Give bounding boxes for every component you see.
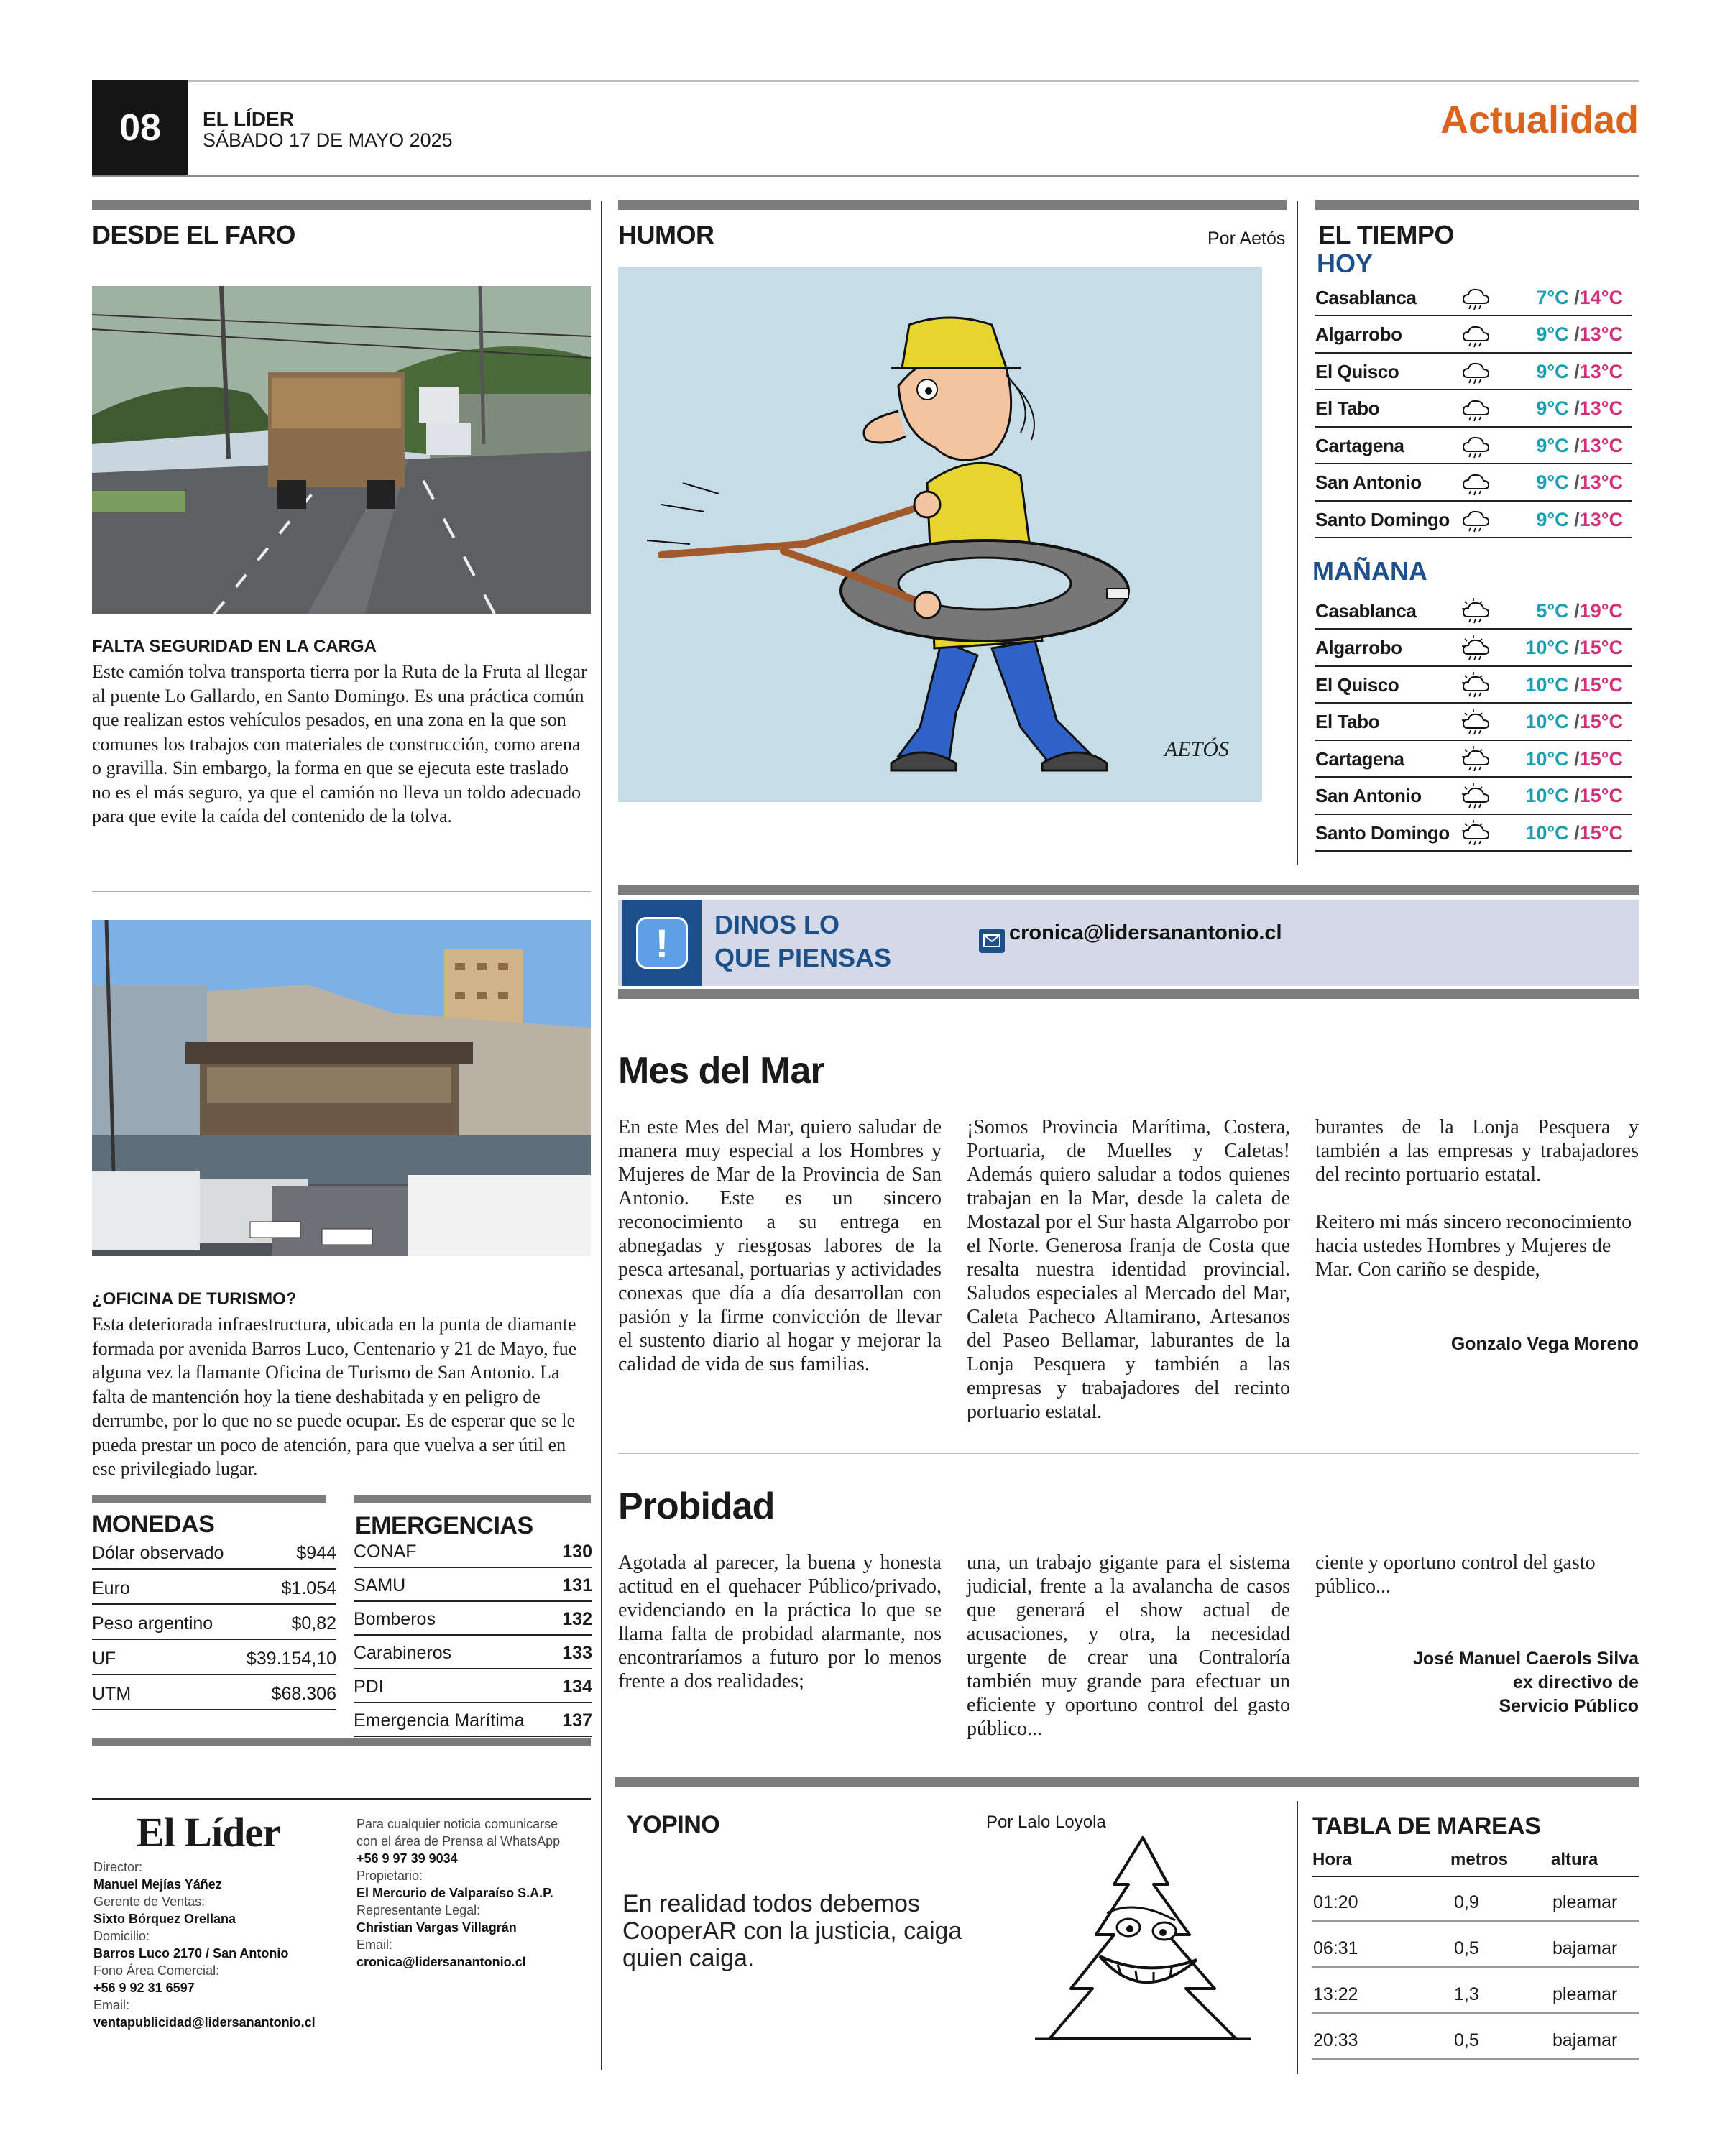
temp-min: 10°C [1525, 673, 1569, 696]
marea-hora: 13:22 [1313, 1984, 1358, 2004]
marea-hora: 01:20 [1313, 1892, 1358, 1912]
temp-min: 10°C [1525, 711, 1569, 732]
rep-label: Representante Legal: [356, 1903, 481, 1917]
gerente-name: Sixto Bórquez Orellana [93, 1912, 236, 1926]
weather-temps: 9°C /13°C [1536, 471, 1623, 493]
emergencia-label: Bomberos [354, 1609, 436, 1629]
cloud-drizzle-icon [1459, 357, 1498, 386]
faro-item2-heading: ¿OFICINA DE TURISMO? [92, 1289, 297, 1309]
temp-max: 15°C [1579, 747, 1623, 770]
cloud-drizzle-icon [1459, 321, 1498, 349]
marea-row [1312, 1923, 1639, 1968]
tomorrow-row [1315, 631, 1632, 667]
weather-temps: 10°C /15°C [1525, 673, 1623, 696]
letter2-sig1: José Manuel Caerols Silva [1412, 1649, 1639, 1669]
moneda-row [92, 1572, 336, 1605]
letters-divider [618, 1453, 1639, 1454]
weather-city: San Antonio [1315, 471, 1422, 493]
tourism-photo [92, 920, 591, 1256]
partly-cloudy-drizzle-icon [1459, 819, 1498, 847]
weather-city: El Quisco [1315, 360, 1399, 382]
faro-item1-text: Este camión tolva transporta tierra por la Ruta de la Fruta al llegar al puente Lo Gallardo, en Santo Domingo. Es una práctica común que realizan estos vehículos pesados, en una zona en la que son comunes los trabajos con materiales de construcción, como arena o gravilla. Sin embargo, la forma en que se ejecuta este traslado no es el más seguro, ya que el camión no lleva un toldo adecuado para que evite la caída del contenido de la tolva. [92, 661, 587, 826]
mareas-title: TABLA DE MAREAS [1312, 1812, 1541, 1840]
dinos-email[interactable]: cronica@lidersanantonio.cl [1009, 921, 1282, 944]
emergencia-row [354, 1704, 592, 1737]
weather-top-bar [1315, 200, 1639, 210]
today-row [1315, 354, 1632, 390]
emergencia-row [354, 1603, 592, 1636]
moneda-value: $68.306 [271, 1684, 336, 1704]
email-value[interactable]: ventapublicidad@lidersanantonio.cl [93, 2015, 316, 2030]
section-name: Actualidad [1440, 98, 1639, 142]
faro-title: DESDE EL FARO [92, 220, 295, 249]
temp-min: 9°C [1536, 471, 1569, 493]
cloud-drizzle-icon [1459, 283, 1498, 312]
marea-metros: 0,5 [1454, 1938, 1479, 1958]
letter2-col2: una, un trabajo gigante para el sistema judicial, frente a la avalancha de casos que generará el show actual de acusaciones, y otra, la necesidad urgente de crear una Contraloría también muy grande para efectuar un eficiente y oportuno control del gasto público... [967, 1552, 1290, 1740]
noticia-line1: Para cualquier noticia comunicarse [356, 1817, 558, 1831]
dinos-line2: QUE PIENSAS [714, 943, 892, 972]
marea-altura: pleamar [1552, 1892, 1618, 1912]
truck-photo [92, 286, 591, 614]
tomorrow-row [1315, 705, 1632, 741]
weather-temps: 9°C /13°C [1536, 323, 1623, 345]
emergencia-label: PDI [354, 1677, 384, 1697]
column-separator-weather [1297, 201, 1298, 865]
partly-cloudy-drizzle-icon [1459, 671, 1498, 699]
cloud-drizzle-icon [1459, 395, 1498, 423]
moneda-row [92, 1642, 336, 1675]
weather-temps: 5°C /19°C [1536, 599, 1623, 622]
weather-city: Cartagena [1315, 434, 1404, 456]
marea-altura: pleamar [1552, 1984, 1618, 2004]
temp-min: 9°C [1536, 434, 1569, 456]
yopino-text: En realidad todos debemos CooperAR con la justicia, caiga quien caiga. [622, 1890, 962, 1972]
weather-city: Casablanca [1315, 599, 1417, 622]
temp-max: 13°C [1579, 397, 1623, 419]
emergencia-row [354, 1569, 592, 1602]
temp-min: 9°C [1536, 360, 1569, 382]
tomorrow-row [1315, 779, 1632, 815]
partly-cloudy-drizzle-icon [1459, 745, 1498, 773]
tomorrow-row [1315, 594, 1632, 630]
header-bottom-rule [92, 175, 1639, 177]
today-row [1315, 466, 1632, 502]
weather-temps: 9°C /13°C [1536, 360, 1623, 382]
temp-max: 13°C [1579, 434, 1623, 456]
dinos-top-bar [618, 885, 1639, 895]
email-label: Email: [93, 1998, 130, 2012]
emergencia-label: Emergencia Marítima [354, 1710, 525, 1731]
today-row [1315, 318, 1632, 354]
exclamation-icon: ! [636, 917, 688, 969]
temp-max: 13°C [1579, 323, 1623, 345]
weather-city: Santo Domingo [1315, 508, 1450, 530]
tomorrow-row [1315, 742, 1632, 778]
staff-logo: El Líder [137, 1809, 280, 1856]
moneda-value: $39.154,10 [246, 1649, 336, 1669]
column-separator-left [601, 201, 602, 2070]
emergencias-top-bar [354, 1495, 591, 1503]
propietario-value: El Mercurio de Valparaíso S.A.P. [356, 1886, 553, 1900]
faro-item2-text: Esta deteriorada infraestructura, ubicada en la punta de diamante formada por avenida Barros Luco, Centenario y 21 de Mayo, fue alguna vez la flamante Oficina de Turismo de San Antonio. La falta de mantención hoy la tiene deshabitada y en peligro de derrumbe, por lo que no se puede ocupar. Es de esperar que se le pueda prestar un poco de atención, para que vuelva a ser útil en ese privilegiado lugar. [92, 1314, 577, 1479]
moneda-value: $944 [296, 1543, 336, 1563]
emergencia-row [354, 1535, 592, 1568]
temp-max: 15°C [1579, 673, 1623, 696]
newspaper-name: EL LÍDER [203, 108, 295, 130]
dinos-icon-box [622, 900, 702, 986]
letter1-col2-tail: burantes de la Lonja Pesquera y también a las empresas y trabajadores del recinto portuario estatal. [1315, 1116, 1639, 1186]
cloud-drizzle-icon [1459, 505, 1498, 534]
cloud-drizzle-icon [1459, 469, 1498, 497]
marea-metros: 0,5 [1454, 2030, 1479, 2050]
yopino-title: YOPINO [627, 1811, 720, 1838]
weather-temps: 7°C /14°C [1536, 286, 1623, 308]
issue-date: SÁBADO 17 DE MAYO 2025 [203, 129, 453, 151]
partly-cloudy-drizzle-icon [1459, 708, 1498, 737]
emergencias-title: EMERGENCIAS [355, 1512, 533, 1539]
temp-max: 15°C [1579, 711, 1623, 732]
bottom-section-bar [615, 1777, 1639, 1787]
temp-min: 9°C [1536, 397, 1569, 419]
whatsapp-value[interactable]: +56 9 97 39 9034 [356, 1851, 458, 1866]
emergencia-number: 133 [562, 1643, 592, 1663]
weather-temps: 10°C /15°C [1525, 785, 1623, 806]
temp-max: 13°C [1579, 508, 1623, 530]
weather-city: San Antonio [1315, 785, 1422, 806]
temp-min: 9°C [1536, 323, 1569, 345]
weather-today-label: HOY [1317, 249, 1374, 278]
mareas-header-altura: altura [1551, 1850, 1598, 1869]
marea-metros: 1,3 [1454, 1984, 1479, 2004]
marea-row [1312, 1969, 1639, 2014]
moneda-row [92, 1677, 336, 1710]
staff-right-block [356, 1815, 594, 1971]
weather-temps: 10°C /15°C [1525, 711, 1623, 732]
yopino-tree-drawing [1021, 1834, 1265, 2050]
emergencia-number: 131 [562, 1575, 592, 1595]
domicilio-value: Barros Luco 2170 / San Antonio [93, 1946, 289, 1961]
emergencia-number: 137 [562, 1710, 592, 1731]
humor-title: HUMOR [618, 220, 714, 249]
today-row [1315, 392, 1632, 428]
marea-hora: 06:31 [1313, 1938, 1358, 1958]
temp-min: 5°C [1536, 599, 1569, 622]
moneda-value: $1.054 [281, 1578, 336, 1598]
temp-min: 10°C [1525, 785, 1569, 806]
marea-metros: 0,9 [1454, 1892, 1479, 1912]
mail-icon [979, 929, 1005, 953]
weather-title: EL TIEMPO [1318, 220, 1454, 249]
letter2-col1: Agotada al parecer, la buena y honesta actitud en el quehacer Público/privado, evidenciando en la práctica lo que se llama falta de probidad alarmante, nos encontraríamos a futuro por lo menos frente a dos realidades; [618, 1552, 942, 1692]
moneda-row [92, 1537, 336, 1570]
today-row [1315, 280, 1632, 316]
temp-min: 10°C [1525, 637, 1569, 658]
cloud-drizzle-icon [1459, 431, 1498, 460]
letter1-signature: Gonzalo Vega Moreno [1450, 1334, 1639, 1354]
today-row [1315, 502, 1632, 538]
temp-max: 14°C [1579, 286, 1623, 308]
emergencia-label: CONAF [354, 1542, 417, 1562]
emergencia-number: 132 [562, 1609, 592, 1629]
weather-temps: 9°C /13°C [1536, 397, 1623, 419]
temp-min: 10°C [1525, 821, 1569, 844]
dinos-bottom-bar [618, 989, 1639, 999]
moneda-label: UTM [92, 1684, 132, 1704]
fono-label: Fono Área Comercial: [93, 1963, 220, 1978]
rep-value: Christian Vargas Villagrán [356, 1920, 517, 1935]
weather-temps: 10°C /15°C [1525, 821, 1623, 844]
weather-city: Algarrobo [1315, 637, 1402, 658]
staff-left-block [93, 1858, 338, 2031]
mareas-header-hora: Hora [1312, 1850, 1352, 1869]
weather-city: Algarrobo [1315, 323, 1402, 345]
temp-max: 15°C [1579, 637, 1623, 658]
tomorrow-row [1315, 668, 1632, 704]
moneda-label: Euro [92, 1578, 130, 1598]
header-top-rule [92, 80, 1639, 82]
partly-cloudy-drizzle-icon [1459, 634, 1498, 663]
letter1-title: Mes del Mar [618, 1050, 824, 1092]
temp-min: 9°C [1536, 508, 1569, 530]
emergencia-number: 134 [562, 1677, 592, 1697]
domicilio-label: Domicilio: [93, 1929, 150, 1943]
noticia-line2: con el área de Prensa al WhatsApp [356, 1834, 561, 1848]
letter2-sig2: ex directivo de [1512, 1672, 1639, 1692]
weather-temps: 10°C /15°C [1525, 637, 1623, 658]
marea-hora: 20:33 [1313, 2030, 1358, 2050]
letter1-col3: Reitero mi más sincero reconocimiento hacia ustedes Hombres y Mujeres de Mar. Con cariño se despide, [1315, 1211, 1632, 1281]
faro-item1-heading: FALTA SEGURIDAD EN LA CARGA [92, 637, 377, 656]
marea-altura: bajamar [1552, 1938, 1618, 1958]
moneda-value: $0,82 [291, 1613, 336, 1634]
page-number-box [92, 80, 188, 175]
moneda-label: UF [92, 1649, 116, 1669]
director-label: Director: [93, 1860, 143, 1874]
letter1-col1: En este Mes del Mar, quiero saludar de manera muy especial a los Hombres y Mujeres de Mar de la Provincia de San Antonio. Este es un sincero reconocimiento a su entrega en abnegadas y riesgosas labores de la pesca artesanal, portuarias y actividades conexas que día a día desarrollan con pasión y la firme convicción de llevar el sustento diario al hogar y mejorar la calidad de vida de sus familias. [618, 1116, 942, 1376]
email2-value[interactable]: cronica@lidersanantonio.cl [356, 1955, 526, 1969]
weather-city: Casablanca [1315, 286, 1417, 308]
temp-max: 13°C [1579, 360, 1623, 382]
weather-city: El Tabo [1315, 397, 1380, 419]
emergencia-row [354, 1636, 592, 1669]
humor-cartoon [618, 267, 1262, 802]
temp-max: 19°C [1579, 599, 1623, 622]
letter1-col2: ¡Somos Provincia Marítima, Costera, Portuaria, de Muelles y Caletas! Además quiero saludar a todos quienes trabajan en la Mar, desde la caleta de Mostazal por el Sur hasta Algarrobo por el Norte. Generosa franja de Costa que resalta nuestra identidad provincial. Saludos especiales al Mercado del Mar, Caleta Pacheco Altamirano, Artesanos del Paseo Bellamar, laburantes de la Lonja Pesquera y también a las empresas y trabajadores del recinto portuario estatal. [967, 1116, 1290, 1423]
email2-label: Email: [356, 1938, 393, 1952]
gerente-label: Gerente de Ventas: [93, 1894, 206, 1909]
propietario-label: Propietario: [356, 1869, 423, 1883]
moneda-label: Peso argentino [92, 1613, 213, 1634]
weather-city: El Quisco [1315, 673, 1399, 696]
moneda-label: Dólar observado [92, 1543, 224, 1563]
lower-left-bar [92, 1738, 591, 1746]
tomorrow-row [1315, 816, 1632, 852]
partly-cloudy-drizzle-icon [1459, 782, 1498, 811]
marea-row [1312, 1877, 1639, 1922]
temp-max: 15°C [1579, 821, 1623, 844]
staff-top-rule [92, 1798, 591, 1800]
weather-temps: 9°C /13°C [1536, 508, 1623, 530]
marea-altura: bajamar [1552, 2030, 1618, 2050]
letter2-title: Probidad [618, 1485, 775, 1527]
faro-top-bar [92, 200, 591, 210]
emergencia-label: SAMU [354, 1575, 406, 1595]
temp-max: 15°C [1579, 785, 1623, 806]
letter2-col2-tail: ciente y oportuno control del gasto público... [1315, 1552, 1596, 1598]
column-separator-mareas [1297, 1801, 1298, 2074]
letter2-sig3: Servicio Público [1499, 1696, 1639, 1716]
weather-city: Cartagena [1315, 747, 1404, 770]
yopino-author: Por Lalo Loyola [986, 1812, 1106, 1832]
humor-author: Por Aetós [1208, 229, 1286, 249]
weather-temps: 9°C /13°C [1536, 434, 1623, 456]
emergencia-label: Carabineros [354, 1643, 452, 1663]
emergencia-row [354, 1670, 592, 1703]
monedas-title: MONEDAS [92, 1511, 215, 1538]
weather-city: Santo Domingo [1315, 821, 1450, 844]
weather-tomorrow-label: MAÑANA [1312, 556, 1427, 586]
moneda-row [92, 1607, 336, 1640]
temp-min: 10°C [1525, 747, 1569, 770]
faro-divider [92, 891, 591, 892]
cartoonist-signature: AETÓS [1164, 737, 1229, 761]
director-name: Manuel Mejías Yáñez [93, 1877, 222, 1892]
page-number: 08 [119, 107, 161, 149]
dinos-line1: DINOS LO [714, 910, 840, 939]
fono-value: +56 9 92 31 6597 [93, 1981, 195, 1995]
emergencia-number: 130 [562, 1542, 592, 1562]
mareas-header-metros: metros [1450, 1850, 1509, 1869]
partly-cloudy-drizzle-icon [1459, 596, 1498, 625]
temp-max: 13°C [1579, 471, 1623, 493]
weather-temps: 10°C /15°C [1525, 747, 1623, 770]
temp-min: 7°C [1536, 286, 1569, 308]
today-row [1315, 428, 1632, 464]
humor-top-bar [618, 200, 1287, 210]
monedas-top-bar [92, 1495, 326, 1503]
marea-row [1312, 2015, 1639, 2060]
weather-city: El Tabo [1315, 711, 1380, 732]
